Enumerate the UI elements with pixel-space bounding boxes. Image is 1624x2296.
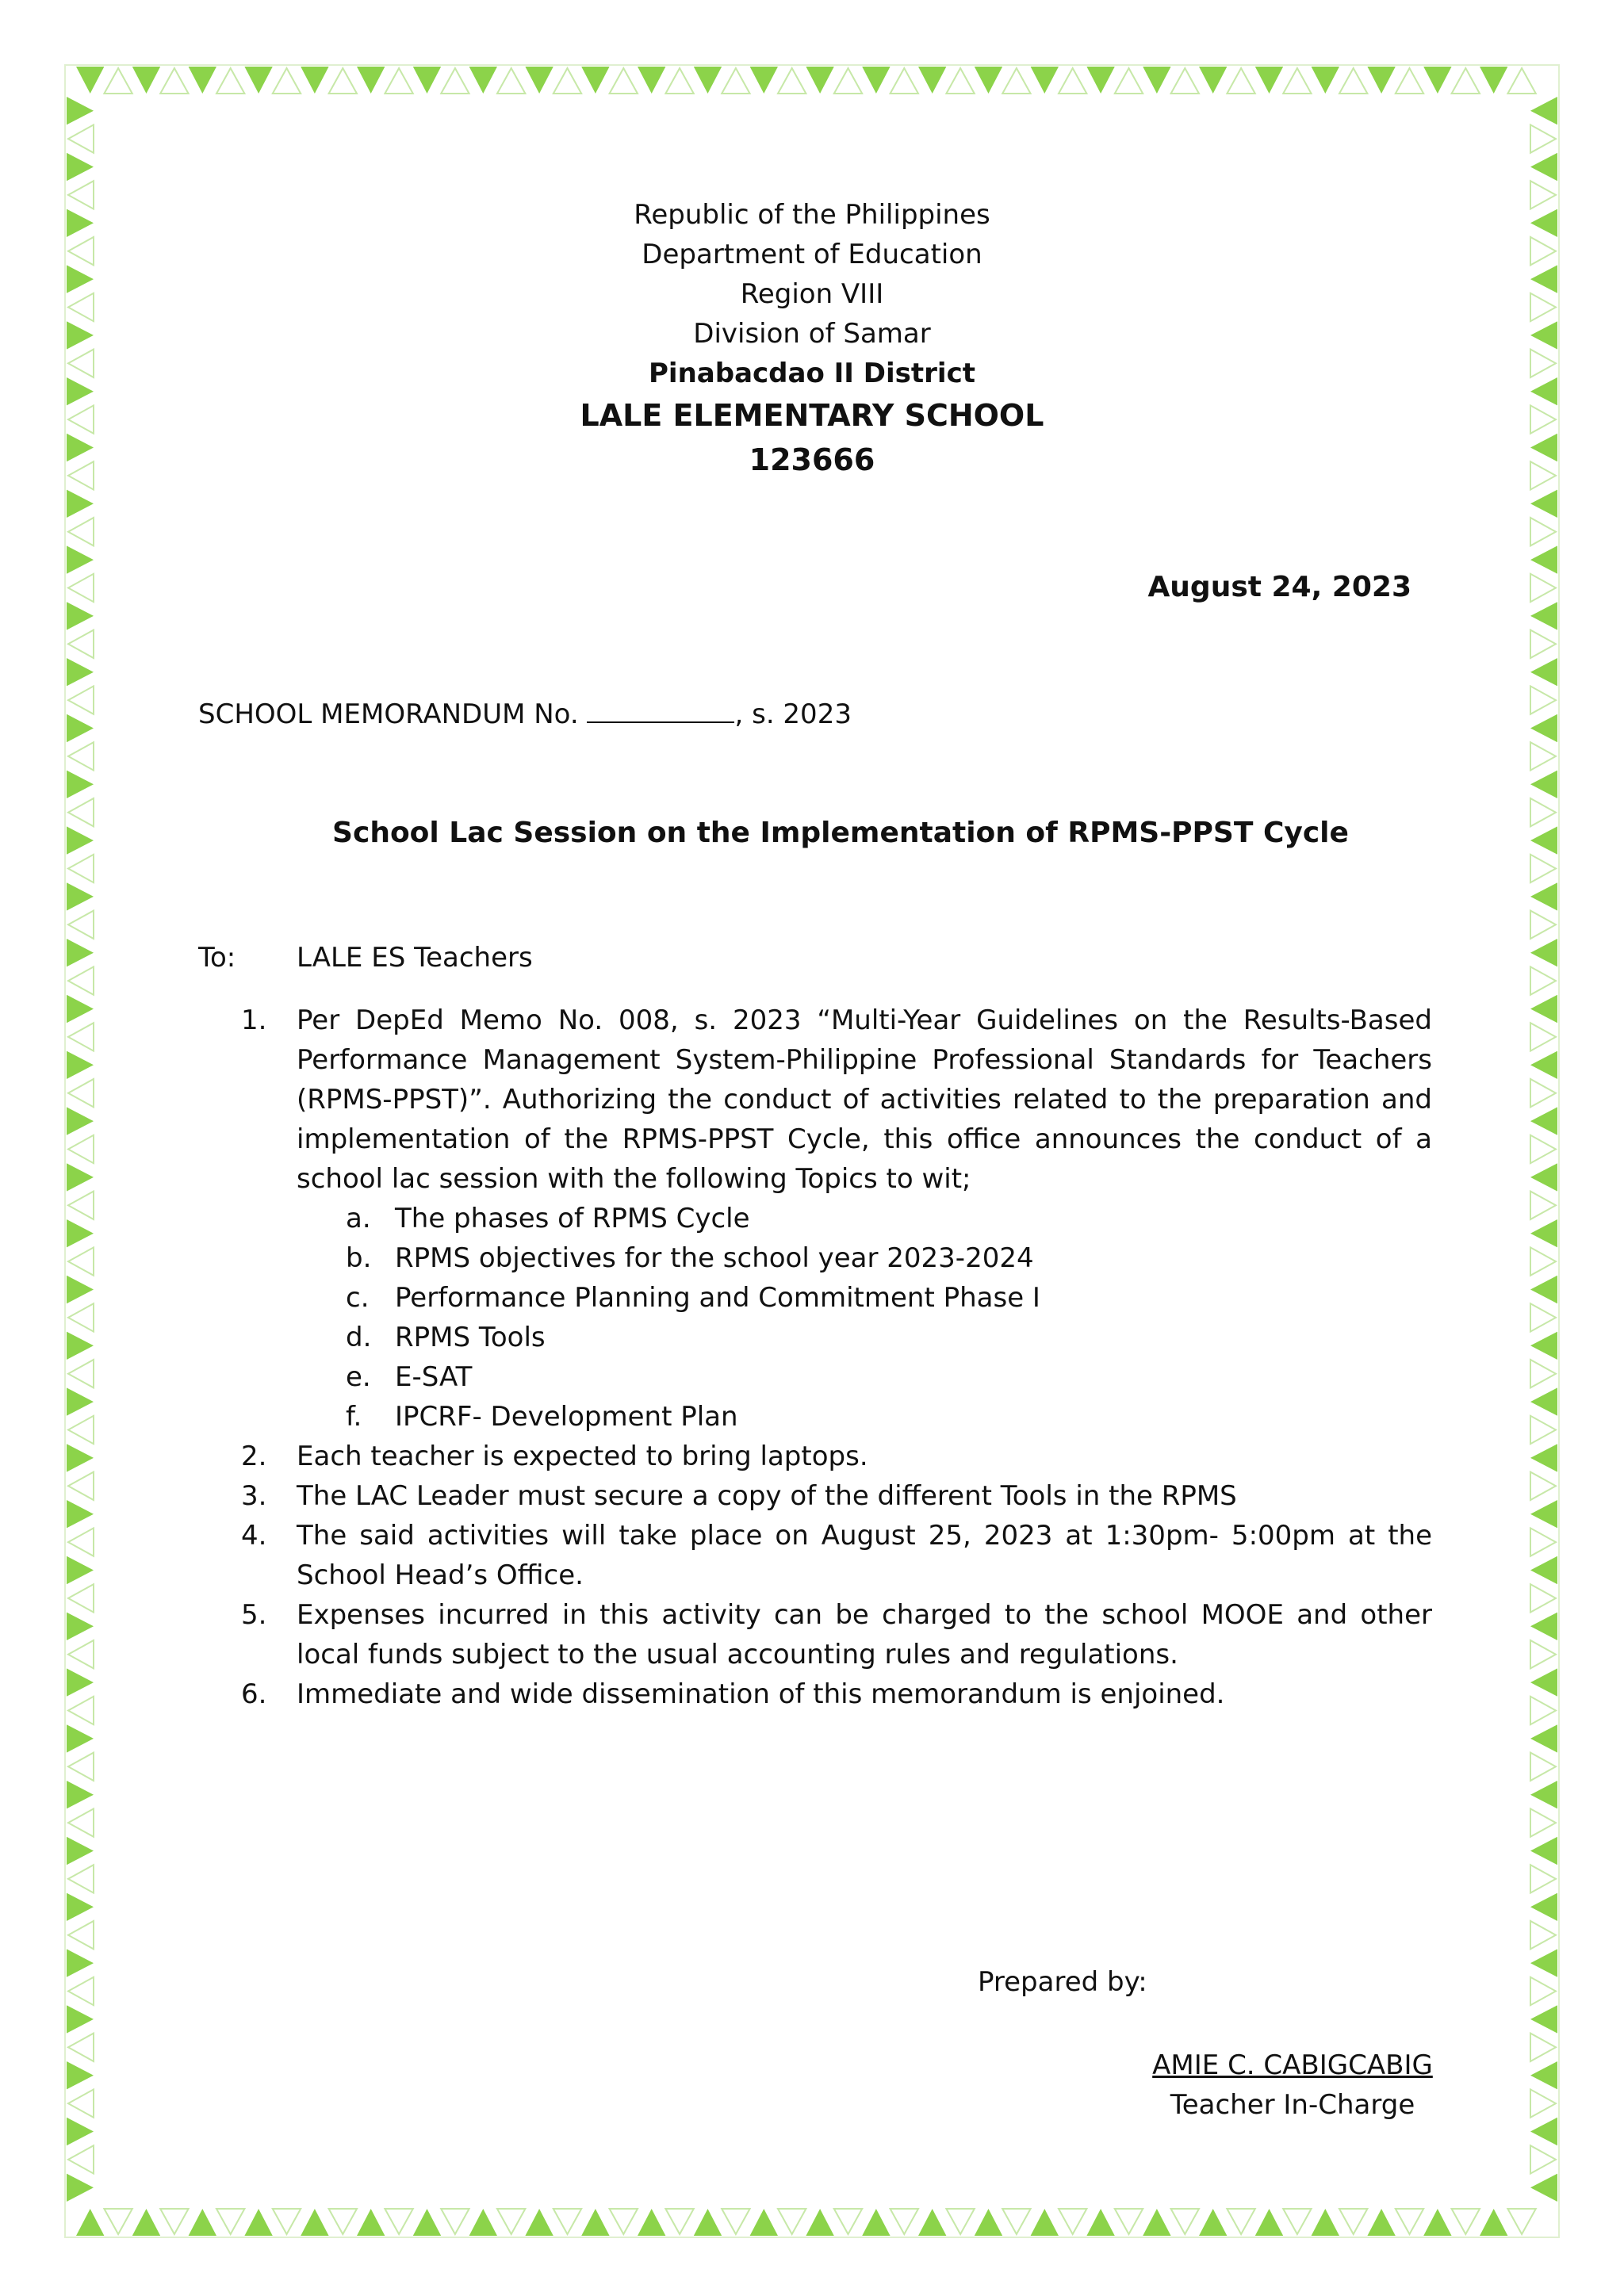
border-triangle: [1530, 1837, 1557, 1865]
border-triangle: [469, 67, 497, 94]
border-triangle: [1530, 574, 1556, 602]
border-triangle: [67, 2118, 94, 2145]
border-triangle: [68, 1472, 94, 1500]
border-triangle: [1530, 1500, 1557, 1528]
border-triangle: [329, 68, 357, 94]
border-triangle: [68, 742, 94, 770]
border-triangle: [67, 2174, 94, 2202]
list-item-number: 1.: [241, 1004, 267, 1036]
border-triangle: [68, 1808, 94, 1836]
border-triangle: [104, 2209, 132, 2234]
border-triangle: [132, 2209, 160, 2236]
border-triangle: [1530, 1977, 1556, 2005]
topic-letter: c.: [346, 1282, 370, 1314]
topic-text: IPCRF- Development Plan: [395, 1401, 738, 1433]
border-triangle: [67, 1724, 94, 1752]
border-triangle: [413, 2209, 441, 2236]
border-triangle: [385, 2209, 412, 2234]
list-item-number: 4.: [241, 1520, 267, 1552]
border-triangle: [67, 2005, 94, 2033]
header-region: Region VIII: [740, 278, 884, 310]
border-triangle: [1283, 2209, 1311, 2234]
border-triangle: [1530, 2005, 1557, 2033]
border-triangle: [722, 2209, 749, 2234]
border-triangle: [1530, 545, 1557, 573]
border-triangle: [1059, 2209, 1086, 2234]
topic-text: RPMS objectives for the school year 2023-2024: [395, 1242, 1034, 1274]
border-triangle: [441, 68, 469, 94]
border-triangle: [1530, 153, 1557, 181]
border-triangle: [1423, 2209, 1451, 2236]
border-triangle: [1530, 630, 1556, 658]
border-triangle: [216, 68, 244, 94]
border-triangle: [1530, 995, 1557, 1023]
list-item: [241, 1674, 1432, 1714]
border-triangle: [1086, 2209, 1114, 2236]
border-triangle: [68, 1303, 94, 1331]
border-triangle: [694, 67, 722, 94]
border-triangle: [1227, 68, 1254, 94]
border-triangle: [68, 1023, 94, 1050]
border-triangle: [68, 1192, 94, 1219]
border-triangle: [76, 2209, 104, 2236]
border-triangle: [68, 2089, 94, 2117]
memo-subject: School Lac Session on the Implementation of RPMS-PPST Cycle: [332, 817, 1349, 849]
border-triangle: [918, 67, 946, 94]
border-triangle: [68, 1977, 94, 2005]
border-triangle: [1530, 602, 1557, 629]
border-triangle: [68, 518, 94, 545]
signature-block: [1150, 2045, 1435, 2125]
border-triangle: [862, 67, 890, 94]
border-triangle: [244, 67, 272, 94]
border-triangle: [244, 2209, 272, 2236]
border-triangle: [1530, 1360, 1556, 1387]
border-triangle: [1530, 1247, 1556, 1275]
topic-item: [297, 1397, 1432, 1437]
border-triangle: [67, 1893, 94, 1921]
border-triangle: [665, 2209, 693, 2234]
border-triangle: [1452, 2209, 1480, 2234]
border-triangle: [1255, 2209, 1283, 2236]
border-triangle: [975, 2209, 1002, 2236]
border-triangle: [67, 1781, 94, 1808]
border-triangle: [1530, 518, 1556, 545]
border-triangle: [1530, 1472, 1556, 1500]
border-triangle: [67, 1163, 94, 1191]
border-triangle: [67, 882, 94, 910]
border-triangle: [891, 68, 918, 94]
border-triangle: [1530, 1135, 1556, 1163]
border-triangle: [806, 2209, 833, 2236]
border-triangle: [441, 2209, 469, 2234]
border-triangle: [1312, 67, 1339, 94]
border-triangle: [1530, 1107, 1557, 1135]
border-triangle: [1530, 1276, 1557, 1303]
list-item: [241, 1001, 1432, 1199]
header-district: Pinabacdao II District: [649, 358, 975, 389]
border-triangle: [67, 1668, 94, 1696]
border-triangle: [525, 67, 553, 94]
border-triangle: [1530, 2118, 1557, 2145]
border-triangle: [1452, 68, 1480, 94]
header-school-name: LALE ELEMENTARY SCHOOL: [580, 398, 1044, 433]
border-triangle: [1396, 2209, 1423, 2234]
border-triangle: [68, 1416, 94, 1444]
border-triangle: [1530, 2174, 1557, 2202]
list-item: [241, 1437, 1432, 1476]
border-triangle: [1530, 2061, 1557, 2089]
border-triangle: [68, 1640, 94, 1668]
border-triangle: [68, 1247, 94, 1275]
border-triangle: [67, 1051, 94, 1079]
border-triangle: [834, 2209, 862, 2234]
border-triangle: [638, 2209, 665, 2236]
border-triangle: [68, 1865, 94, 1892]
border-triangle: [301, 2209, 328, 2236]
border-triangle: [1002, 2209, 1030, 2234]
border-triangle: [1530, 97, 1557, 124]
topic-letter: f.: [346, 1401, 362, 1433]
border-triangle: [1255, 67, 1283, 94]
border-triangle: [1199, 67, 1227, 94]
border-triangle: [68, 2145, 94, 2173]
border-triangle: [357, 67, 385, 94]
border-triangle: [68, 1528, 94, 1556]
border-triangle: [946, 2209, 974, 2234]
border-triangle: [67, 153, 94, 181]
border-triangle: [1530, 1192, 1556, 1219]
border-triangle: [67, 490, 94, 518]
border-triangle: [67, 545, 94, 573]
border-triangle: [497, 68, 525, 94]
border-triangle: [1396, 68, 1423, 94]
border-triangle: [301, 67, 328, 94]
border-triangle: [68, 855, 94, 882]
memo-number-line: [198, 693, 852, 730]
border-triangle: [1530, 855, 1556, 882]
border-triangle: [1283, 68, 1311, 94]
memo-body: [241, 1001, 1432, 1714]
border-triangle: [1143, 2209, 1170, 2236]
topic-letter: d.: [346, 1322, 372, 1353]
border-triangle: [1530, 1949, 1557, 1976]
border-triangle: [1530, 1079, 1556, 1107]
border-triangle: [160, 68, 188, 94]
border-triangle: [104, 68, 132, 94]
border-triangle: [1530, 1921, 1556, 1949]
border-triangle: [1530, 490, 1557, 518]
topic-text: E-SAT: [395, 1361, 473, 1393]
border-triangle: [638, 67, 665, 94]
border-triangle: [1530, 939, 1557, 966]
border-triangle: [1530, 1556, 1557, 1584]
border-triangle: [68, 966, 94, 994]
border-triangle: [68, 574, 94, 602]
topic-text: The phases of RPMS Cycle: [395, 1203, 750, 1234]
border-triangle: [67, 1219, 94, 1247]
border-triangle: [273, 68, 301, 94]
border-triangle: [1423, 67, 1451, 94]
border-triangle: [1530, 1051, 1557, 1079]
border-triangle: [67, 1276, 94, 1303]
topic-letter: e.: [346, 1361, 371, 1393]
border-triangle: [1002, 68, 1030, 94]
border-triangle: [160, 2209, 188, 2234]
border-triangle: [722, 68, 749, 94]
list-item-number: 2.: [241, 1441, 267, 1472]
border-triangle: [1530, 1865, 1556, 1892]
border-triangle: [1171, 2209, 1199, 2234]
border-triangle: [610, 2209, 638, 2234]
border-triangle: [1312, 2209, 1339, 2236]
list-item-number: 3.: [241, 1480, 267, 1512]
topic-item: [297, 1278, 1432, 1318]
border-triangle: [216, 2209, 244, 2234]
border-triangle: [329, 2209, 357, 2234]
border-triangle: [68, 1360, 94, 1387]
border-triangle: [67, 714, 94, 742]
border-triangle: [1480, 2209, 1507, 2236]
border-triangle: [1115, 2209, 1143, 2234]
border-triangle: [273, 2209, 301, 2234]
border-triangle: [1031, 2209, 1059, 2236]
border-triangle: [525, 2209, 553, 2236]
signer-name: AMIE C. CABIGCABIG: [1152, 2049, 1433, 2081]
border-triangle: [581, 67, 609, 94]
border-triangle: [665, 68, 693, 94]
topic-text: Performance Planning and Commitment Phase I: [395, 1282, 1040, 1314]
to-recipients: LALE ES Teachers: [297, 942, 533, 974]
border-triangle: [385, 68, 412, 94]
border-triangle: [1507, 2209, 1535, 2234]
border-triangle: [68, 1753, 94, 1781]
border-triangle: [1530, 966, 1556, 994]
border-triangle: [1530, 1528, 1556, 1556]
border-triangle: [67, 1949, 94, 1976]
border-triangle: [1530, 2089, 1556, 2117]
border-triangle: [1530, 911, 1556, 939]
border-triangle: [67, 1500, 94, 1528]
border-triangle: [1227, 2209, 1254, 2234]
border-triangle: [1530, 1781, 1557, 1808]
topic-letter: a.: [346, 1203, 371, 1234]
border-triangle: [1530, 124, 1556, 152]
border-triangle: [189, 67, 216, 94]
topic-item: [297, 1238, 1432, 1278]
border-triangle: [67, 658, 94, 686]
border-triangle: [1143, 67, 1170, 94]
letterhead: [0, 195, 1624, 482]
border-triangle: [67, 602, 94, 629]
border-triangle: [67, 2061, 94, 2089]
list-item: [241, 1595, 1432, 1674]
list-item-text: Expenses incurred in this activity can be charged to the school MOOE and other local funds subject to the usual accounting rules and regulations.: [297, 1599, 1432, 1670]
border-triangle: [553, 2209, 581, 2234]
border-triangle: [1530, 742, 1556, 770]
border-triangle: [891, 2209, 918, 2234]
list-item: [241, 1476, 1432, 1516]
border-triangle: [1530, 2145, 1556, 2173]
border-triangle: [1530, 1808, 1556, 1836]
border-triangle: [357, 2209, 385, 2236]
border-triangle: [132, 67, 160, 94]
border-triangle: [68, 1135, 94, 1163]
border-triangle: [68, 911, 94, 939]
border-triangle: [67, 1613, 94, 1640]
border-triangle: [67, 1107, 94, 1135]
border-triangle: [1530, 1416, 1556, 1444]
memo-number-suffix: , s. 2023: [734, 698, 852, 730]
border-triangle: [1530, 714, 1557, 742]
border-triangle: [834, 68, 862, 94]
border-triangle: [1530, 1893, 1557, 1921]
border-triangle: [1530, 1640, 1556, 1668]
border-triangle: [469, 2209, 497, 2236]
border-triangle: [68, 1921, 94, 1949]
border-triangle: [1199, 2209, 1227, 2236]
border-triangle: [67, 1444, 94, 1471]
topic-item: [297, 1318, 1432, 1357]
list-item: [241, 1516, 1432, 1595]
border-triangle: [1339, 2209, 1367, 2234]
border-triangle: [68, 124, 94, 152]
border-triangle: [750, 67, 778, 94]
border-triangle: [189, 2209, 216, 2236]
border-triangle: [1480, 67, 1507, 94]
header-school-id: 123666: [749, 442, 875, 477]
memo-number-prefix: SCHOOL MEMORANDUM No.: [198, 698, 588, 730]
list-item-number: 5.: [241, 1599, 267, 1631]
border-triangle: [1530, 1219, 1557, 1247]
border-triangle: [1530, 1724, 1557, 1752]
border-triangle: [750, 2209, 778, 2236]
border-triangle: [67, 97, 94, 124]
border-triangle: [1367, 67, 1395, 94]
border-triangle: [67, 1837, 94, 1865]
border-triangle: [67, 939, 94, 966]
border-triangle: [67, 771, 94, 798]
border-triangle: [1059, 68, 1086, 94]
list-item-text: The said activities will take place on August 25, 2023 at 1:30pm- 5:00pm at the School Head’s Office.: [297, 1520, 1432, 1591]
memo-date: August 24, 2023: [1147, 571, 1411, 603]
border-triangle: [553, 68, 581, 94]
border-triangle: [1530, 1668, 1557, 1696]
border-triangle: [1530, 1613, 1557, 1640]
border-triangle: [1530, 1387, 1557, 1415]
border-triangle: [1530, 1753, 1556, 1781]
border-triangle: [1530, 2034, 1556, 2061]
border-triangle: [68, 2034, 94, 2061]
header-department: Department of Education: [642, 239, 982, 270]
list-item-text: Each teacher is expected to bring laptops.: [297, 1441, 868, 1472]
topic-item: [297, 1357, 1432, 1397]
border-triangle: [1115, 68, 1143, 94]
border-triangle: [1530, 1023, 1556, 1050]
border-triangle: [1530, 1303, 1556, 1331]
border-triangle: [67, 1332, 94, 1360]
signer-title: Teacher In-Charge: [1170, 2089, 1415, 2121]
border-triangle: [610, 68, 638, 94]
list-item-text: Immediate and wide dissemination of this memorandum is enjoined.: [297, 1678, 1225, 1710]
border-triangle: [1530, 1584, 1556, 1612]
border-triangle: [694, 2209, 722, 2236]
border-triangle: [1530, 658, 1557, 686]
header-division: Division of Samar: [693, 318, 931, 350]
border-triangle: [581, 2209, 609, 2236]
border-triangle: [67, 1387, 94, 1415]
border-triangle: [1530, 1332, 1557, 1360]
border-triangle: [862, 2209, 890, 2236]
border-triangle: [68, 630, 94, 658]
header-republic: Republic of the Philippines: [634, 199, 990, 231]
border-triangle: [1507, 68, 1535, 94]
border-triangle: [1367, 2209, 1395, 2236]
border-triangle: [975, 67, 1002, 94]
border-triangle: [1530, 1444, 1557, 1471]
border-triangle: [413, 67, 441, 94]
memo-number-blank: [587, 693, 734, 723]
border-triangle: [1031, 67, 1059, 94]
border-triangle: [1530, 686, 1556, 714]
list-item-text: The LAC Leader must secure a copy of the different Tools in the RPMS: [297, 1480, 1237, 1512]
border-triangle: [778, 68, 806, 94]
border-triangle: [778, 2209, 806, 2234]
border-triangle: [1086, 67, 1114, 94]
border-triangle: [1530, 1697, 1556, 1724]
to-label: To:: [198, 942, 236, 974]
topic-item: [297, 1199, 1432, 1238]
border-triangle: [1339, 68, 1367, 94]
border-triangle: [68, 686, 94, 714]
border-triangle: [76, 67, 104, 94]
border-triangle: [497, 2209, 525, 2234]
border-triangle: [67, 995, 94, 1023]
border-triangle: [1171, 68, 1199, 94]
topic-letter: b.: [346, 1242, 372, 1274]
list-item-number: 6.: [241, 1678, 267, 1710]
prepared-by-label: Prepared by:: [978, 1966, 1147, 1998]
border-triangle: [67, 1556, 94, 1584]
border-triangle: [946, 68, 974, 94]
topic-text: RPMS Tools: [395, 1322, 546, 1353]
border-triangle: [1530, 1163, 1557, 1191]
border-triangle: [68, 1079, 94, 1107]
border-triangle: [68, 1697, 94, 1724]
border-triangle: [68, 1584, 94, 1612]
border-triangle: [918, 2209, 946, 2236]
list-item-text: Per DepEd Memo No. 008, s. 2023 “Multi-Year Guidelines on the Results-Based Performance Management System-Philippine Professional Standards for Teachers (RPMS-PPST)”. Authorizing the conduct of activities related to the preparation and implementation of the RPMS-PPST Cycle, this office announces the conduct of a school lac session with the following Topics to wit;: [297, 1004, 1432, 1195]
border-triangle: [1530, 882, 1557, 910]
border-triangle: [1530, 771, 1557, 798]
border-triangle: [806, 67, 833, 94]
